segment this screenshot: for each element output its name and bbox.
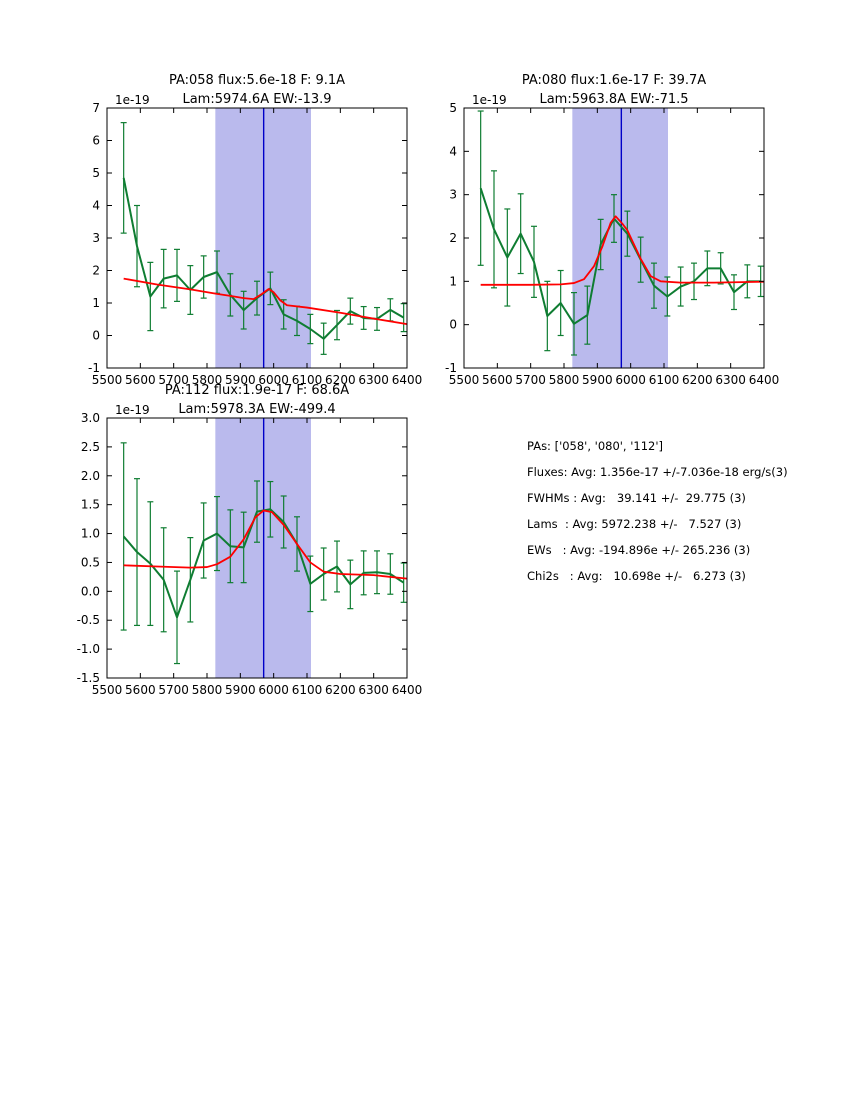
y-tick-label: 2.0 — [80, 468, 100, 483]
plot-title-line2: Lam:5963.8A EW:-71.5 — [539, 92, 689, 107]
x-tick-label: 5700 — [515, 373, 546, 387]
x-tick-label: 6000 — [258, 373, 289, 387]
x-tick-label: 6400 — [391, 683, 423, 697]
spectrum-plot-svg — [32, 368, 430, 713]
x-tick-label: 6000 — [258, 683, 289, 697]
y-tick-label: 5 — [449, 101, 457, 115]
x-tick-label: 6300 — [715, 373, 746, 387]
stats-line-ews: EWs : Avg: -194.896e +/- 265.236 (3) — [527, 543, 751, 557]
subplot-pa112 — [32, 368, 430, 713]
y-tick-label: 5 — [92, 166, 100, 180]
x-tick-label: 5800 — [191, 373, 223, 387]
x-tick-label: 6300 — [358, 683, 389, 697]
x-tick-label: 6400 — [391, 373, 423, 387]
x-tick-label: 5600 — [125, 373, 156, 387]
plot-title-line2: Lam:5974.6A EW:-13.9 — [182, 92, 332, 107]
y-tick-label: 1 — [92, 296, 100, 310]
y-tick-label: 7 — [92, 101, 100, 115]
y-tick-label: 1 — [449, 274, 457, 289]
y-tick-label: -1.5 — [76, 671, 100, 685]
y-tick-label: 3 — [449, 187, 457, 202]
stats-line-fluxes: Fluxes: Avg: 1.356e-17 +/-7.036e-18 erg/s(3) — [527, 465, 788, 479]
y-tick-label: 2 — [92, 263, 100, 278]
y-tick-label: 2 — [449, 231, 457, 245]
stats-line-chi2s: Chi2s : Avg: 10.698e +/- 6.273 (3) — [527, 569, 746, 583]
x-tick-label: 6200 — [325, 373, 356, 387]
x-tick-label: 5900 — [582, 373, 613, 387]
y-tick-label: 4 — [92, 198, 100, 213]
x-tick-label: 6000 — [615, 373, 646, 387]
y-tick-label: 0.0 — [80, 584, 100, 599]
y-tick-label: 0.5 — [80, 555, 100, 570]
y-tick-label: 3.0 — [80, 411, 100, 425]
x-tick-label: 5600 — [125, 683, 156, 697]
y-axis-offset-label: 1e-19 — [115, 403, 150, 417]
subplot-pa058 — [32, 58, 430, 403]
x-tick-label: 5600 — [482, 373, 513, 387]
plot-title-line1: PA:112 flux:1.9e-17 F: 68.6A — [164, 383, 350, 398]
x-tick-label: 5500 — [91, 683, 123, 697]
x-tick-label: 5700 — [158, 373, 189, 387]
subplot-pa080 — [389, 58, 787, 403]
y-axis-offset-label: 1e-19 — [115, 93, 150, 107]
x-tick-label: 5900 — [225, 373, 256, 387]
y-tick-label: 1.0 — [80, 526, 100, 541]
x-tick-label: 5800 — [191, 683, 223, 697]
x-tick-label: 6200 — [325, 683, 356, 697]
y-tick-label: -1 — [445, 361, 457, 375]
spectrum-plot-svg — [32, 58, 430, 403]
x-tick-label: 5500 — [91, 373, 123, 387]
y-tick-label: -0.5 — [76, 613, 100, 628]
x-tick-label: 6200 — [682, 373, 713, 387]
y-tick-label: 2.5 — [80, 439, 100, 454]
x-tick-label: 6300 — [358, 373, 389, 387]
plot-title-line1: PA:058 flux:5.6e-18 F: 9.1A — [168, 73, 346, 88]
y-tick-label: 1.5 — [80, 497, 100, 512]
y-tick-label: 4 — [449, 144, 457, 159]
x-tick-label: 6100 — [291, 373, 323, 387]
stats-line-fwhms: FWHMs : Avg: 39.141 +/- 29.775 (3) — [527, 491, 746, 505]
y-tick-label: 3 — [92, 231, 100, 245]
y-tick-label: 0 — [92, 328, 100, 343]
stats-line-lams: Lams : Avg: 5972.238 +/- 7.527 (3) — [527, 517, 742, 531]
x-tick-label: 6400 — [748, 373, 780, 387]
y-tick-label: -1 — [88, 361, 100, 375]
x-tick-label: 5700 — [158, 683, 189, 697]
y-tick-label: 6 — [92, 133, 100, 148]
y-axis-offset-label: 1e-19 — [472, 93, 507, 107]
y-tick-label: -1.0 — [76, 642, 100, 657]
plot-title-line2: Lam:5978.3A EW:-499.4 — [178, 402, 336, 417]
x-tick-label: 5900 — [225, 683, 256, 697]
spectrum-plot-svg — [389, 58, 787, 403]
x-tick-label: 6100 — [648, 373, 680, 387]
x-tick-label: 6100 — [291, 683, 323, 697]
plot-title-line1: PA:080 flux:1.6e-17 F: 39.7A — [521, 73, 707, 88]
y-tick-label: 0 — [449, 317, 457, 332]
x-tick-label: 5800 — [548, 373, 580, 387]
stats-block — [527, 433, 788, 589]
x-tick-label: 5500 — [448, 373, 480, 387]
stats-line-pas: PAs: ['058', '080', '112'] — [527, 439, 664, 453]
fit-window-band — [572, 108, 668, 368]
